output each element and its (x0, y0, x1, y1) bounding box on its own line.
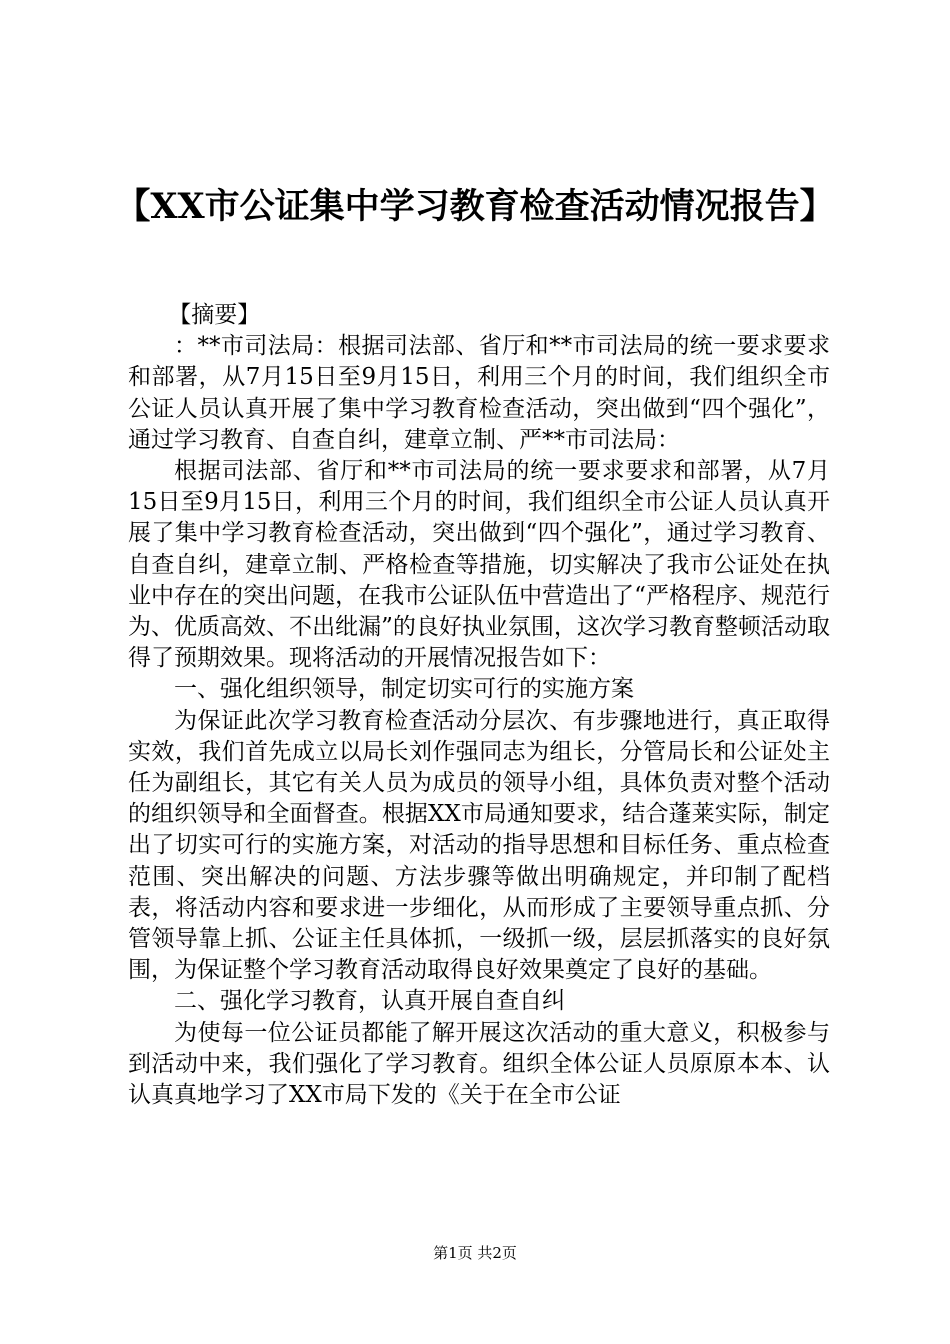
section-heading: 二、强化学习教育，认真开展自查自纠 (174, 988, 565, 1015)
document-body (128, 300, 830, 1111)
page-footer: 第1页 共2页 (433, 1244, 517, 1262)
body-paragraph: 为使每一位公证员都能了解开展这次活动的重大意义，积极参与到活动中来，我们强化了学习教育。组织全体公证人员原原本本、认认真真地学习了XX市局下发的《关于在全市公证 (128, 1019, 830, 1109)
abstract-paragraph: ：**市司法局：根据司法部、省厅和**市司法局的统一要求要求和部署，从7月15日至9月15日，利用三个月的时间，我们组织全市公证人员认真开展了集中学习教育检查活动，突出做到“四个强化”，通过学习教育、自查自纠，建章立制、严**市司法局： (128, 333, 830, 453)
body-paragraph: 根据司法部、省厅和**市司法局的统一要求要求和部署，从7月15日至9月15日，利用三个月的时间，我们组织全市公证人员认真开展了集中学习教育检查活动，突出做到“四个强化”，通过学习教育、自查自纠，建章立制、严格检查等措施，切实解决了我市公证处在执业中存在的突出问题，在我市公证队伍中营造出了“严格程序、规范行为、优质高效、不出纰漏”的良好执业氛围，这次学习教育整顿活动取得了预期效果。现将活动的开展情况报告如下： (128, 458, 830, 672)
document-title: 【XX市公证集中学习教育检查活动情况报告】 (115, 186, 835, 227)
body-paragraph: 为保证此次学习教育检查活动分层次、有步骤地进行，真正取得实效，我们首先成立以局长刘作强同志为组长，分管局长和公证处主任为副组长，其它有关人员为成员的领导小组，具体负责对整个活动的组织领导和全面督查。根据XX市局通知要求，结合蓬莱实际，制定出了切实可行的实施方案，对活动的指导思想和目标任务、重点检查范围、突出解决的问题、方法步骤等做出明确规定，并印制了配档表，将活动内容和要求进一步细化，从而形成了主要领导重点抓、分管领导靠上抓、公证主任具体抓，一级抓一级，层层抓落实的良好氛围，为保证整个学习教育活动取得良好效果奠定了良好的基础。 (128, 707, 830, 984)
section-heading: 一、强化组织领导，制定切实可行的实施方案 (174, 676, 634, 703)
abstract-label: 【摘要】 (168, 302, 261, 328)
